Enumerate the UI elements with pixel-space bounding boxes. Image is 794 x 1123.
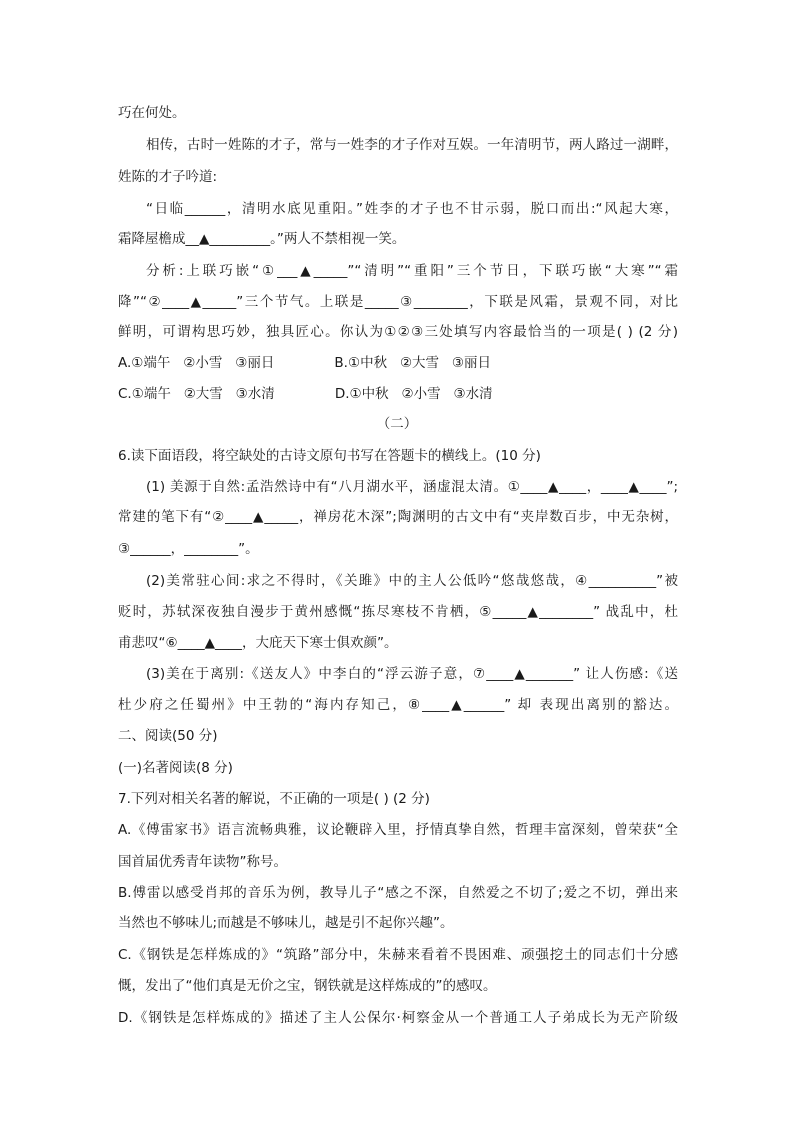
text-line: 贬时，苏轼深夜独自漫步于黄州感慨“拣尽寒枝不肯栖，⑤_____▲________” 战乱中，杜 [118, 604, 678, 620]
text-line: 杜少府之任蜀州》中王勃的“海内存知己，⑧____▲______” 却 表现出离别的豁达。 [118, 697, 678, 713]
text-line: 甫悲叹“⑥____▲____，大庇天下寒士俱欢颜”。 [118, 635, 398, 651]
section-heading: (一)名著阅读(8 分) [118, 760, 233, 776]
answer-option: 当然也不够味儿;而越是不够味儿，越是引不起你兴趣”。 [118, 915, 454, 931]
answer-option: 国首届优秀青年读物”称号。 [118, 854, 287, 870]
text-line: 鲜明，可谓构思巧妙，独具匠心。你认为①②③三处填写内容最恰当的一项是( ) (2 分) [118, 324, 678, 340]
section-heading: 二、阅读(50 分) [118, 728, 218, 744]
text-line: (1) 美源于自然:孟浩然诗中有“八月湖水平，涵虚混太清。①____▲____，____▲____”; [146, 479, 678, 495]
question-heading: 7.下列对相关名著的解说，不正确的一项是( ) (2 分) [118, 791, 430, 807]
text-line: 姓陈的才子吟道: [118, 169, 218, 185]
text-line: 常建的笔下有“②____▲_____，禅房花木深”;陶渊明的古文中有“夹岸数百步，中无杂树， [118, 509, 678, 525]
answer-option: B.傅雷以感受肖邦的音乐为例，教导儿子“感之不深，自然爱之不切了;爱之不切，弹出来 [118, 885, 678, 901]
text-line: 巧在何处。 [118, 105, 186, 121]
answer-option: A.《傅雷家书》语言流畅典雅，议论鞭辟入里，抒情真挚自然，哲理丰富深刻，曾荣获“全 [118, 822, 678, 838]
text-line: 降”“②____▲_____”三个节气。上联是_____③________，下联是风霜，景观不同，对比 [118, 294, 678, 310]
text-line: 霜降屋檐成__▲_________。”两人不禁相视一笑。 [118, 231, 406, 247]
answer-options: C.①端午 ②大雪 ③水清 D.①中秋 ②小雪 ③水清 [118, 386, 493, 402]
answer-option: D.《钢铁是怎样炼成的》描述了主人公保尔·柯察金从一个普通工人子弟成长为无产阶级 [118, 1010, 678, 1026]
text-line: 分析:上联巧嵌“①___▲_____”“清明”“重阳”三个节日，下联巧嵌“大寒”“霜 [146, 263, 678, 279]
text-line: 相传，古时一姓陈的才子，常与一姓李的才子作对互娱。一年清明节，两人路过一湖畔， [146, 137, 678, 153]
section-heading: （二） [376, 416, 418, 432]
answer-options: A.①端午 ②小雪 ③丽日 B.①中秋 ②大雪 ③丽日 [118, 355, 492, 371]
text-line: (2)美常驻心间:求之不得时，《关雎》中的主人公低吟“悠哉悠哉，④__________”被 [146, 573, 678, 589]
text-line: ③______，________”。 [118, 541, 259, 557]
text-line: (3)美在于离别:《送友人》中李白的“浮云游子意，⑦____▲_______” 让人伤感:《送 [146, 666, 678, 682]
text-line: “日临______，清明水底见重阳。”姓李的才子也不甘示弱，脱口而出:“风起大寒， [146, 201, 678, 217]
question-heading: 6.读下面语段，将空缺处的古诗文原句书写在答题卡的横线上。(10 分) [118, 448, 541, 464]
answer-option: C.《钢铁是怎样炼成的》“筑路”部分中，朱赫来看着不畏困难、顽强挖土的同志们十分感 [118, 947, 678, 963]
answer-option: 慨，发出了“他们真是无价之宝，钢铁就是这样炼成的”的感叹。 [118, 978, 497, 994]
